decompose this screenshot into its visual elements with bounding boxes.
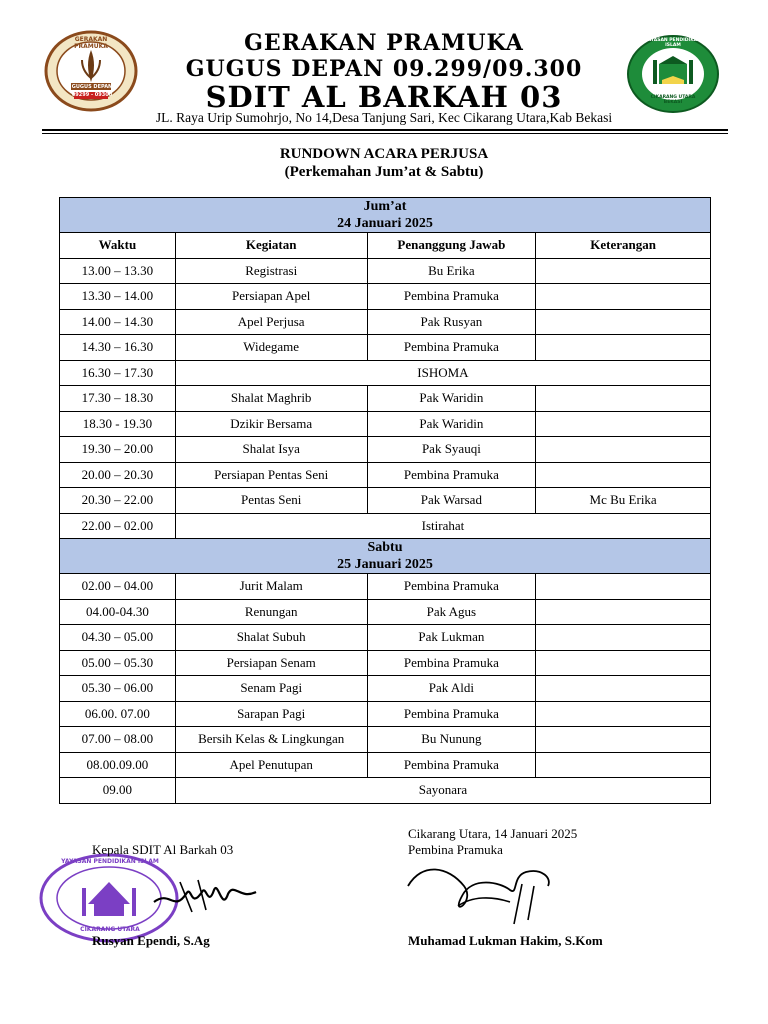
merged-cell: ISHOMA [175, 360, 710, 386]
stamp-text-top: YAYASAN PENDIDIKAN ISLAM [61, 858, 159, 865]
note-cell [536, 437, 711, 463]
note-cell [536, 625, 711, 651]
time-cell: 09.00 [60, 778, 176, 804]
day-header-cell [60, 539, 711, 574]
merged-cell: Sayonara [175, 778, 710, 804]
signature-right [402, 856, 562, 928]
note-cell [536, 574, 711, 600]
table-row [60, 701, 711, 727]
document-title: RUNDOWN ACARA PERJUSA [279, 146, 489, 162]
table-row [60, 650, 711, 676]
header-org: GERAKAN PRAMUKA [244, 30, 524, 56]
merged-cell: Istirahat [175, 513, 710, 539]
place-date: Cikarang Utara, 14 Januari 2025 [408, 826, 578, 841]
time-cell: 17.30 – 18.30 [60, 386, 176, 412]
table-row [60, 574, 711, 600]
table-row [60, 258, 711, 284]
table-row [60, 411, 711, 437]
column-header: Keterangan [536, 233, 711, 259]
pic-cell: Pak Lukman [367, 625, 536, 651]
time-cell: 16.30 – 17.30 [60, 360, 176, 386]
yayasan-logo-text-bottom: CIKARANG UTARA BEKASI [650, 95, 696, 105]
pic-cell: Pembina Pramuka [367, 284, 536, 310]
note-cell [536, 701, 711, 727]
activity-cell: Apel Penutupan [175, 752, 367, 778]
pic-cell: Bu Erika [367, 258, 536, 284]
activity-cell: Renungan [175, 599, 367, 625]
table-row [60, 513, 711, 539]
time-cell: 14.30 – 16.30 [60, 335, 176, 361]
day-name: Sabtu [367, 540, 403, 555]
note-cell [536, 258, 711, 284]
header-gugus: GUGUS DEPAN 09.299/09.300 [185, 56, 583, 82]
header-divider-thick [42, 129, 728, 131]
activity-cell: Shalat Maghrib [175, 386, 367, 412]
time-cell: 20.30 – 22.00 [60, 488, 176, 514]
pic-cell: Pak Waridin [367, 411, 536, 437]
day-header-cell [60, 198, 711, 233]
table-row [60, 752, 711, 778]
signature-left [150, 872, 260, 918]
note-cell [536, 284, 711, 310]
table-row [60, 625, 711, 651]
activity-cell: Senam Pagi [175, 676, 367, 702]
rundown-table [59, 197, 711, 804]
stamp-text-bottom: CIKARANG UTARA [80, 926, 140, 933]
pramuka-logo-number: 09299 - 09300 [71, 92, 113, 98]
day-date: 24 Januari 2025 [337, 216, 433, 231]
pic-cell: Pak Agus [367, 599, 536, 625]
activity-cell: Persiapan Senam [175, 650, 367, 676]
pic-cell: Pembina Pramuka [367, 574, 536, 600]
time-cell: 06.00. 07.00 [60, 701, 176, 727]
activity-cell: Pentas Seni [175, 488, 367, 514]
day-header-row [60, 198, 711, 233]
pramuka-logo-text-top: GERAKAN PRAMUKA [74, 36, 108, 50]
time-cell: 08.00.09.00 [60, 752, 176, 778]
note-cell [536, 752, 711, 778]
time-cell: 04.30 – 05.00 [60, 625, 176, 651]
pic-cell: Pembina Pramuka [367, 462, 536, 488]
time-cell: 05.30 – 06.00 [60, 676, 176, 702]
table-row [60, 284, 711, 310]
column-header: Penanggung Jawab [367, 233, 536, 259]
pic-cell: Pak Warsad [367, 488, 536, 514]
pic-cell: Bu Nunung [367, 727, 536, 753]
time-cell: 13.00 – 13.30 [60, 258, 176, 284]
table-row [60, 309, 711, 335]
activity-cell: Bersih Kelas & Lingkungan [175, 727, 367, 753]
table-row [60, 462, 711, 488]
note-cell: Mc Bu Erika [536, 488, 711, 514]
activity-cell: Sarapan Pagi [175, 701, 367, 727]
column-header-row [60, 233, 711, 259]
time-cell: 07.00 – 08.00 [60, 727, 176, 753]
header-address: JL. Raya Urip Sumohrjo, No 14,Desa Tanjung Sari, Kec Cikarang Utara,Kab Bekasi [155, 110, 613, 125]
note-cell [536, 309, 711, 335]
yayasan-logo-text-top: YAYASAN PENDIDIKAN ISLAM [645, 38, 701, 48]
time-cell: 13.30 – 14.00 [60, 284, 176, 310]
day-header-row [60, 539, 711, 574]
table-row [60, 599, 711, 625]
pic-cell: Pembina Pramuka [367, 701, 536, 727]
table-row [60, 360, 711, 386]
signer-right-title: Pembina Pramuka [408, 842, 503, 857]
table-row [60, 778, 711, 804]
pic-cell: Pembina Pramuka [367, 335, 536, 361]
note-cell [536, 335, 711, 361]
day-date: 25 Januari 2025 [337, 557, 433, 572]
table-row [60, 488, 711, 514]
activity-cell: Apel Perjusa [175, 309, 367, 335]
pic-cell: Pak Syauqi [367, 437, 536, 463]
time-cell: 05.00 – 05.30 [60, 650, 176, 676]
activity-cell: Jurit Malam [175, 574, 367, 600]
header-school: SDIT AL BARKAH 03 [205, 80, 563, 114]
table-row [60, 676, 711, 702]
time-cell: 19.30 – 20.00 [60, 437, 176, 463]
note-cell [536, 462, 711, 488]
activity-cell: Dzikir Bersama [175, 411, 367, 437]
activity-cell: Persiapan Pentas Seni [175, 462, 367, 488]
time-cell: 22.00 – 02.00 [60, 513, 176, 539]
signer-left-title: Kepala SDIT Al Barkah 03 [92, 842, 234, 857]
note-cell [536, 599, 711, 625]
table-row [60, 727, 711, 753]
pic-cell: Pembina Pramuka [367, 650, 536, 676]
header-divider-thin [42, 133, 728, 134]
note-cell [536, 727, 711, 753]
activity-cell: Shalat Isya [175, 437, 367, 463]
day-name: Jum’at [363, 199, 407, 214]
pic-cell: Pembina Pramuka [367, 752, 536, 778]
activity-cell: Widegame [175, 335, 367, 361]
pic-cell: Pak Waridin [367, 386, 536, 412]
time-cell: 20.00 – 20.30 [60, 462, 176, 488]
table-row [60, 386, 711, 412]
time-cell: 04.00-04.30 [60, 599, 176, 625]
note-cell [536, 650, 711, 676]
table-row [60, 437, 711, 463]
column-header: Kegiatan [175, 233, 367, 259]
note-cell [536, 411, 711, 437]
table-row [60, 335, 711, 361]
note-cell [536, 386, 711, 412]
column-header: Waktu [60, 233, 176, 259]
note-cell [536, 676, 711, 702]
pic-cell: Pak Rusyan [367, 309, 536, 335]
signer-right-name: Muhamad Lukman Hakim, S.Kom [408, 933, 603, 948]
pic-cell: Pak Aldi [367, 676, 536, 702]
activity-cell: Persiapan Apel [175, 284, 367, 310]
time-cell: 18.30 - 19.30 [60, 411, 176, 437]
time-cell: 14.00 – 14.30 [60, 309, 176, 335]
signer-left-name: Rusyan Ependi, S.Ag [92, 933, 210, 948]
time-cell: 02.00 – 04.00 [60, 574, 176, 600]
document-subtitle: (Perkemahan Jum’at & Sabtu) [284, 164, 484, 180]
pramuka-logo-text-bottom: GUGUS DEPAN [71, 84, 113, 90]
activity-cell: Shalat Subuh [175, 625, 367, 651]
activity-cell: Registrasi [175, 258, 367, 284]
